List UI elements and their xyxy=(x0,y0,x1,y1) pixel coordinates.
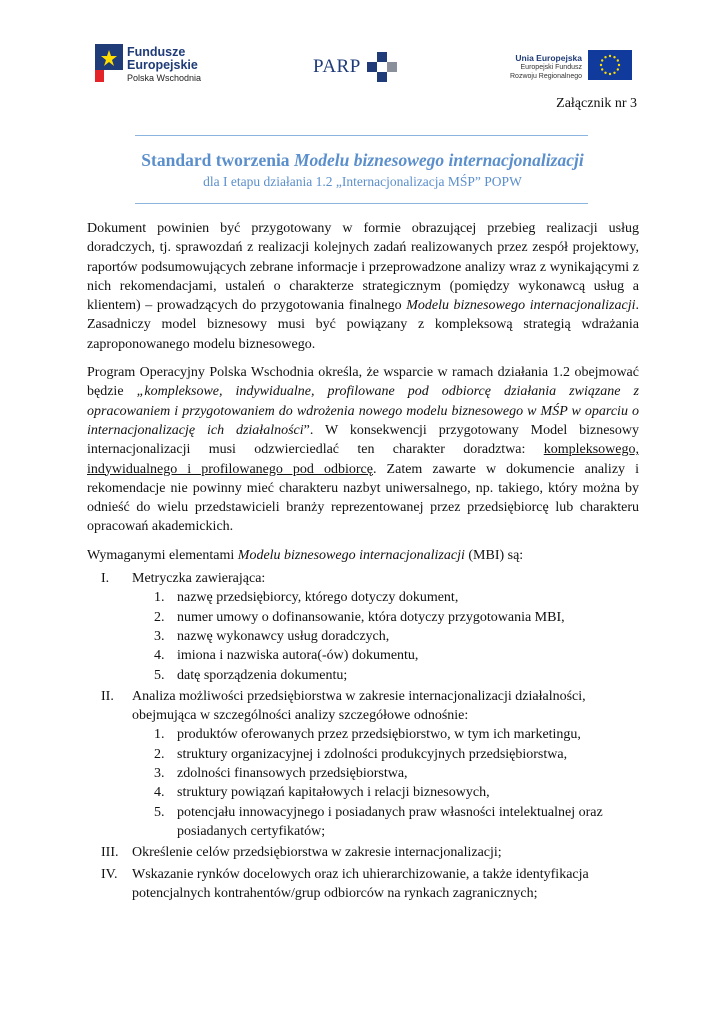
sub-list-item-number: 1. xyxy=(154,727,165,743)
fe-logo-text xyxy=(127,46,201,85)
sub-list-item-text: zdolności finansowych przedsiębiorstwa, xyxy=(177,766,408,782)
eu-flag-icon xyxy=(588,50,632,80)
sub-list-item-text: numer umowy o dofinansowanie, która dotyczy przygotowania MBI, xyxy=(177,609,565,625)
fundusze-europejskie-logo xyxy=(95,44,205,88)
p3-text-italic: Modelu biznesowego internacjonalizacji xyxy=(237,547,465,563)
sub-list-item-number: 5. xyxy=(154,804,165,820)
sub-list-item-text: imiona i nazwiska autora(-ów) dokumentu, xyxy=(177,648,419,664)
list-item-text: Analiza możliwości przedsiębiorstwa w zakresie internacjonalizacji działalności, obejmująca w szczególności analizy szczegółowe odnośnie: xyxy=(132,688,586,724)
fe-logo-line2: Europejskie xyxy=(127,58,198,72)
paragraph-2 xyxy=(87,363,639,537)
title-plain: Standard tworzenia xyxy=(141,150,294,170)
sub-list-item-text: datę sporządzenia dokumentu; xyxy=(177,667,348,683)
sub-list-item-text: struktury powiązań kapitałowych i relacji biznesowych, xyxy=(177,785,490,801)
sub-list-item-number: 1. xyxy=(154,590,165,606)
document-body xyxy=(87,219,639,905)
p1-text-italic: Modelu biznesowego internacjonalizacji xyxy=(406,298,636,314)
sub-list-item xyxy=(132,764,639,783)
ue-logo-text xyxy=(510,54,582,81)
document-title xyxy=(0,150,725,171)
parp-logo-text: PARP xyxy=(313,56,361,77)
sub-list-item xyxy=(132,666,639,685)
sub-list-item-number: 4. xyxy=(154,648,165,664)
sub-list-item xyxy=(132,608,639,627)
sub-list xyxy=(132,588,639,684)
sub-list-item-number: 2. xyxy=(154,746,165,762)
p1-text-a: Dokument powinien być przygotowany w formie obrazującej przebieg realizacji usług doradczych, tj. sprawozdań z realizacji kolejnych zadań realizowanych przez zespół projektowy, raportów podsumowujących zebrane informacje i przeprowadzone analizy wraz z wynikającymi z nich rekomendacjami, ustaleń o charakterze strategicznym (pomiędzy wykonawcą usług a klientem) – prowadzących do przygotowania finalnego xyxy=(87,221,639,314)
logo-bar xyxy=(0,40,725,90)
p2-text-underline: kompleksowego, indywidualnego i profilowanego pod odbiorcę xyxy=(87,442,639,477)
sub-list-item xyxy=(132,627,639,646)
sub-list-item-text: produktów oferowanych przez przedsiębiorstwo, w tym ich marketingu, xyxy=(177,727,581,743)
ue-logo-line2: Europejski Fundusz xyxy=(520,64,582,71)
sub-list-item-text: nazwę wykonawcy usług doradczych, xyxy=(177,628,390,644)
requirements-list xyxy=(87,569,639,903)
ue-logo-line1: Unia Europejska xyxy=(515,53,582,63)
sub-list-item-number: 5. xyxy=(154,667,165,683)
sub-list-item-number: 2. xyxy=(154,609,165,625)
fe-star-mark-icon xyxy=(95,44,123,82)
document-subtitle: dla I etapu działania 1.2 „Internacjonalizacja MŚP” POPW xyxy=(203,174,522,189)
sub-list-item xyxy=(132,783,639,802)
sub-list-item xyxy=(132,803,639,842)
sub-list-item-text: nazwę przedsiębiorcy, którego dotyczy dokument, xyxy=(177,590,459,606)
parp-cross-mark-icon xyxy=(367,52,397,82)
list-item xyxy=(87,843,639,862)
fe-logo-line1: Fundusze xyxy=(127,45,186,59)
paragraph-1 xyxy=(87,219,639,354)
unia-europejska-logo xyxy=(510,50,640,84)
title-bottom-rule xyxy=(135,203,588,204)
list-item xyxy=(87,569,639,685)
sub-list-item-number: 4. xyxy=(154,785,165,801)
sub-list-item-text: potencjału innowacyjnego i posiadanych praw własności intelektualnej oraz posiadanych certyfikatów; xyxy=(177,804,603,839)
list-item-number: I. xyxy=(101,571,110,587)
title-italic: Modelu biznesowego internacjonalizacji xyxy=(293,150,584,170)
annex-number: Załącznik nr 3 xyxy=(556,96,637,111)
sub-list-item-number: 3. xyxy=(154,766,165,782)
list-item-text: Wskazanie rynków docelowych oraz ich uhierarchizowanie, a także identyfikacja potencjalnych kontrahentów/grup odbiorców na rynkach zagranicznych; xyxy=(132,866,589,901)
ue-logo-line3: Rozwoju Regionalnego xyxy=(510,73,582,80)
p1-text-c: . Zasadniczy model biznesowy musi być powiązany z kompleksową strategią wdrażania zaproponowanego modelu biznesowego. xyxy=(87,298,639,352)
paragraph-3 xyxy=(87,546,639,565)
list-item-text: Metryczka zawierająca: xyxy=(132,571,266,587)
fe-logo-line3: Polska Wschodnia xyxy=(127,73,202,83)
sub-list-item-text: struktury organizacyjnej i zdolności produkcyjnych przedsiębiorstwa, xyxy=(177,746,568,762)
sub-list-item xyxy=(132,646,639,665)
list-item-number: III. xyxy=(101,845,119,861)
list-item-text: Określenie celów przedsiębiorstwa w zakresie internacjonalizacji; xyxy=(132,845,502,861)
list-item xyxy=(87,865,639,904)
p2-text-italic: „kompleksowe, indywidualne, profilowane pod odbiorcę działania związane z opracowaniem i przygotowaniem do wdrożenia nowego modelu biznesowego w MŚP w oparciu o internacjonalizację ich działalności xyxy=(87,384,639,438)
p2-text-e: . Zatem zawarte w dokumencie analizy i rekomendacje nie powinny mieć charakteru nazbyt uniwersalnego, np. takiego, który można by odnieść do wielu przedstawicieli branży reprezentowanej przez przedsiębiorcę lub charakteru opracowań akademickich. xyxy=(87,461,639,535)
title-top-rule xyxy=(135,135,588,136)
list-item-number: IV. xyxy=(101,866,118,882)
sub-list xyxy=(132,725,639,841)
p2-text-c: ”. W konsekwencji przygotowany Model biznesowy internacjonalizacji musi odzwierciedlać ten charakter doradztwa: xyxy=(87,422,639,458)
sub-list-item xyxy=(132,588,639,607)
p3-text-c: (MBI) są: xyxy=(464,547,524,563)
p3-text-a: Wymaganymi elementami xyxy=(87,547,238,563)
sub-list-item xyxy=(132,725,639,744)
sub-list-item-number: 3. xyxy=(154,628,165,644)
list-item xyxy=(87,687,639,841)
p2-text-a: Program Operacyjny Polska Wschodnia określa, że wsparcie w ramach działania 1.2 obejmować będzie xyxy=(87,365,639,400)
sub-list-item xyxy=(132,745,639,764)
list-item-number: II. xyxy=(101,688,114,704)
